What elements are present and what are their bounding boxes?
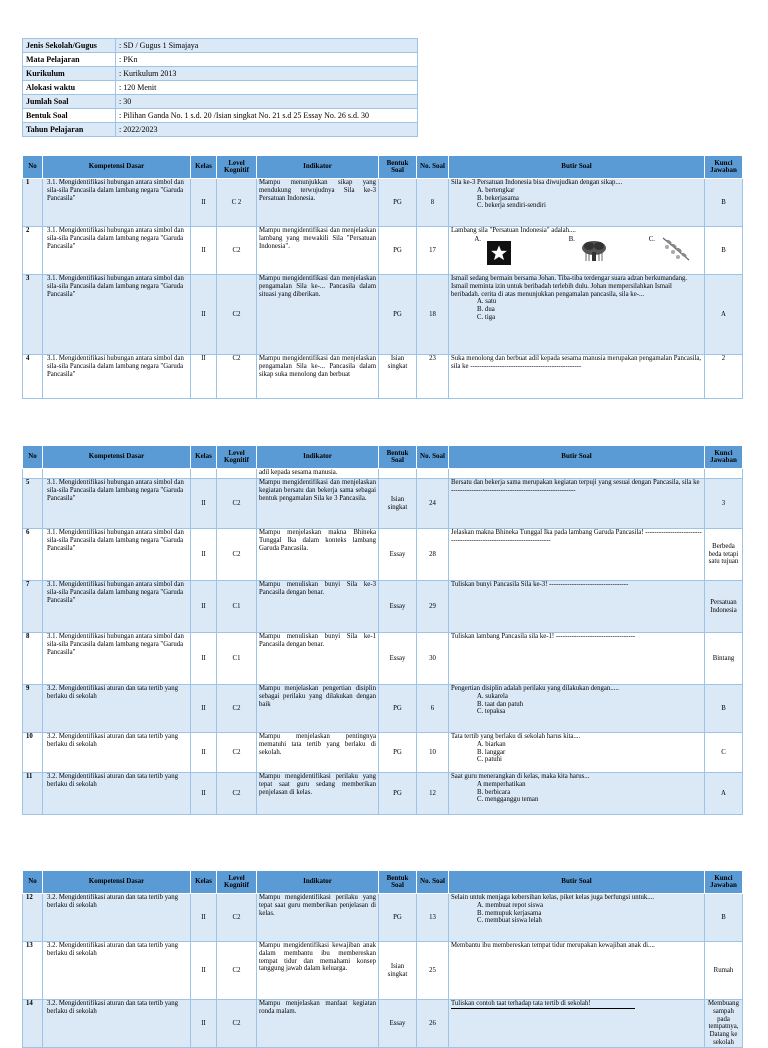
level-cell: C2 [217, 275, 257, 355]
table-row [23, 733, 743, 773]
question-text: Pengertian disiplin adalah perilaku yang dilakukan dengan..... [451, 685, 619, 692]
kelas-cell: II [191, 227, 217, 275]
indikator-cell: Mampu mengidentifikasi perilaku yang tepat saat guru memberikan penjelasan di kelas. [257, 894, 379, 942]
row-number: 6 [23, 529, 43, 581]
kompetensi-cell: 3.1. Mengidentifikasi hubungan antara simbol dan sila-sila Pancasila dalam lambang negara "Garuda Pancasila" [43, 179, 191, 227]
kompetensi-cell: 3.2. Mengidentifikasi aturan dan tata tertib yang berlaku di sekolah [43, 894, 191, 942]
bentuk-cell: PG [379, 733, 417, 773]
indikator-cell: Mampu mengidentifikasi dan menjelaskan pengamalan Sila ke-... Pancasila dalam sikap suka menolong dan berbuat [257, 355, 379, 399]
level-cell: C1 [217, 633, 257, 685]
butir-soal-cell [449, 227, 705, 275]
kelas-cell: II [191, 942, 217, 1000]
table-row [23, 275, 743, 355]
indikator-cell: Mampu menjelaskan pengertian disiplin sebagai perilaku yang dilakukan dengan baik [257, 685, 379, 733]
kompetensi-cell: 3.2. Mengidentifikasi aturan dan tata tertib yang berlaku di sekolah [43, 773, 191, 815]
kunci-cell: Persatuan Indonesia [705, 581, 743, 633]
info-value: : SD / Gugus 1 Simajaya [116, 39, 418, 53]
header-indikator: Indikator [257, 446, 379, 469]
kelas-cell: II [191, 894, 217, 942]
question-text: Saat guru menerangkan di kelas, maka kita harus... [451, 773, 590, 780]
table-row [23, 633, 743, 685]
kompetensi-cell: 3.1. Mengidentifikasi hubungan antara simbol dan sila-sila Pancasila dalam lambang negara "Garuda Pancasila" [43, 529, 191, 581]
question-text: Ismail sedang bermain bersama Johan. Tiba-tiba terdengar suara adzan berkumandang. Ismail meminta izin untuk beribadah terlebih dulu. Johan mempersilahkan Ismail beribadah. cerita di atas menunjukkan pengamalan pancasila, sila ke-... [451, 275, 688, 298]
kunci-cell: Berbeda beda tetapi satu tujuan [705, 529, 743, 581]
header-nosoal: No. Soal [417, 156, 449, 179]
kompetensi-cell: 3.1. Mengidentifikasi hubungan antara simbol dan sila-sila Pancasila dalam lambang negara "Garuda Pancasila" [43, 355, 191, 399]
header-nosoal: No. Soal [417, 446, 449, 469]
question-text: Tuliskan contoh taat terhadap tata tertib di sekolah! [451, 1000, 635, 1009]
nosoal-cell: 17 [417, 227, 449, 275]
kelas-cell: II [191, 581, 217, 633]
bentuk-cell: Essay [379, 529, 417, 581]
kompetensi-cell: 3.1. Mengidentifikasi hubungan antara simbol dan sila-sila Pancasila dalam lambang negara "Garuda Pancasila" [43, 275, 191, 355]
level-cell: C2 [217, 1000, 257, 1048]
nosoal-cell: 24 [417, 479, 449, 529]
banyan-tree-icon [581, 240, 607, 265]
table-row [23, 894, 743, 942]
indikator-cell: Mampu mengidentifikasi dan menjelaskan lambang yang mewakili Sila "Persatuan Indonesia". [257, 227, 379, 275]
indikator-cell: Mampu mengidentifikasi dan menjelaskan kegiatan bersatu dan bekerja sama sebagai bentuk pengamalan Sila ke 3 Pancasila. [257, 479, 379, 529]
option-c: C. membuat siswa lelah [477, 917, 542, 925]
butir-soal-cell: Tuliskan lambang Pancasila sila ke-1! ----------------------------------- [449, 633, 705, 685]
header-kunci: Kunci Jawaban [705, 871, 743, 894]
level-cell: C2 [217, 529, 257, 581]
kompetensi-cell: 3.2. Mengidentifikasi aturan dan tata tertib yang berlaku di sekolah [43, 685, 191, 733]
option-a: A. membuat repot siswa [477, 901, 544, 909]
kunci-cell: C [705, 733, 743, 773]
bentuk-cell: Isian singkat [379, 942, 417, 1000]
option-a: A. biarkan [477, 740, 506, 748]
bentuk-cell: Essay [379, 633, 417, 685]
header-level: Level Kognitif [217, 156, 257, 179]
option-c: C. bekerja sendiri-sendiri [477, 202, 546, 210]
level-cell: C2 [217, 355, 257, 399]
info-row [23, 81, 418, 95]
header-indikator: Indikator [257, 156, 379, 179]
indikator-continued: adil kepada sesama manusia. [257, 469, 379, 479]
table-header [23, 156, 743, 179]
row-number: 7 [23, 581, 43, 633]
kompetensi-cell: 3.2. Mengidentifikasi aturan dan tata tertib yang berlaku di sekolah [43, 733, 191, 773]
table-row [23, 685, 743, 733]
header-level: Level Kognitif [217, 446, 257, 469]
indikator-cell: Mampu mengidentifikasi dan menjelaskan pengamalan Sila ke-... Pancasila dalam situasi yang diberikan. [257, 275, 379, 355]
header-kelas: Kelas [191, 446, 217, 469]
indikator-cell: Mampu menjelaskan makna Bhineka Tunggal Ika dalam konteks lambang Garuda Pancasila. [257, 529, 379, 581]
question-table-3 [22, 870, 743, 1048]
kunci-cell: Bintang [705, 633, 743, 685]
table-row [23, 773, 743, 815]
info-key: Kurikulum [23, 67, 116, 81]
level-cell: C2 [217, 685, 257, 733]
nosoal-cell: 30 [417, 633, 449, 685]
symbol-options [451, 236, 702, 265]
info-row [23, 39, 418, 53]
nosoal-cell: 29 [417, 581, 449, 633]
header-no: No [23, 156, 43, 179]
question-table-1 [22, 155, 743, 399]
kelas-cell: II [191, 529, 217, 581]
table-row [23, 581, 743, 633]
butir-soal-cell [449, 773, 705, 815]
indikator-cell: Mampu menunjukkan sikap yang mendukung terwujudnya Sila ke-3 Persatuan Indonesia. [257, 179, 379, 227]
question-text: Lambang sila "Persatuan Indonesia" adalah.... [451, 227, 576, 234]
header-butir: Butir Soal [449, 446, 705, 469]
info-key: Mata Pelajaran [23, 53, 116, 67]
indikator-cell: Mampu menjelaskan manfaat kegiatan ronda malam. [257, 1000, 379, 1048]
bentuk-cell: Isian singkat [379, 355, 417, 399]
table-row [23, 479, 743, 529]
table-header [23, 446, 743, 469]
butir-soal-cell [449, 733, 705, 773]
level-cell: C1 [217, 581, 257, 633]
table-row [23, 529, 743, 581]
row-number: 13 [23, 942, 43, 1000]
bentuk-cell: PG [379, 894, 417, 942]
option-a: A. satu [477, 298, 497, 306]
option-c: C. mengganggu teman [477, 796, 539, 804]
header-kompetensi: Kompetensi Dasar [43, 871, 191, 894]
info-value: : PKn [116, 53, 418, 67]
nosoal-cell: 12 [417, 773, 449, 815]
level-cell: C2 [217, 227, 257, 275]
level-cell: C2 [217, 773, 257, 815]
table-row [23, 1000, 743, 1048]
header-kompetensi: Kompetensi Dasar [43, 156, 191, 179]
star-icon [487, 241, 511, 265]
option-c: C. tepaksa [477, 708, 506, 716]
info-row [23, 123, 418, 137]
option-b: B. [568, 235, 575, 243]
butir-soal-cell: Tuliskan bunyi Pancasila Sila ke-3! ----------------------------------- [449, 581, 705, 633]
indikator-cell: Mampu mengidentifikasi kewajiban anak dalam membantu ibu membereskan tempat tidur dan memahami konsep tanggung jawab dalam keluarga. [257, 942, 379, 1000]
info-key: Alokasi waktu [23, 81, 116, 95]
level-cell: C2 [217, 942, 257, 1000]
info-key: Jenis Sekolah/Gugus [23, 39, 116, 53]
kunci-cell: A [705, 773, 743, 815]
kunci-cell: B [705, 179, 743, 227]
kompetensi-cell: 3.1. Mengidentifikasi hubungan antara simbol dan sila-sila Pancasila dalam lambang negara "Garuda Pancasila" [43, 227, 191, 275]
nosoal-cell: 6 [417, 685, 449, 733]
header-bentuk: Bentuk Soal [379, 156, 417, 179]
kunci-cell: B [705, 685, 743, 733]
butir-soal-cell: Suka menolong dan berbuat adil kepada sesama manusia merupakan pengamalan Pancasila, sila ke ------------------------------------------------- [449, 355, 705, 399]
kompetensi-cell: 3.1. Mengidentifikasi hubungan antara simbol dan sila-sila Pancasila dalam lambang negara "Garuda Pancasila" [43, 581, 191, 633]
bentuk-cell: PG [379, 179, 417, 227]
row-number: 2 [23, 227, 43, 275]
row-number: 8 [23, 633, 43, 685]
bentuk-cell: PG [379, 685, 417, 733]
header-bentuk: Bentuk Soal [379, 871, 417, 894]
indikator-cell: Mampu mengidentifikasi perilaku yang tepat saat guru sedang memberikan penjelasan di kelas. [257, 773, 379, 815]
kelas-cell: II [191, 685, 217, 733]
header-butir: Butir Soal [449, 871, 705, 894]
level-cell: C2 [217, 894, 257, 942]
row-number: 9 [23, 685, 43, 733]
option-a: A. bertengkar [477, 186, 515, 194]
header-kunci: Kunci Jawaban [705, 446, 743, 469]
row-number: 3 [23, 275, 43, 355]
butir-soal-cell [449, 894, 705, 942]
header-no: No [23, 446, 43, 469]
butir-soal-cell [449, 1000, 705, 1048]
row-number: 12 [23, 894, 43, 942]
nosoal-cell: 18 [417, 275, 449, 355]
option-c: C. patuhi [477, 756, 502, 764]
butir-soal-cell: Membantu ibu membereskan tempat tidur merupakan kewajiban anak di.... [449, 942, 705, 1000]
info-key: Bentuk Soal [23, 109, 116, 123]
info-row [23, 67, 418, 81]
bentuk-cell: PG [379, 275, 417, 355]
row-number: 14 [23, 1000, 43, 1048]
nosoal-cell: 13 [417, 894, 449, 942]
kelas-cell: II [191, 179, 217, 227]
level-cell: C 2 [217, 179, 257, 227]
kelas-cell: II [191, 275, 217, 355]
info-key: Tahun Pelajaran [23, 123, 116, 137]
option-b: B. berbicara [477, 788, 511, 796]
info-value: : 120 Menit [116, 81, 418, 95]
nosoal-cell: 26 [417, 1000, 449, 1048]
header-butir: Butir Soal [449, 156, 705, 179]
row-number: 4 [23, 355, 43, 399]
bentuk-cell: Isian singkat [379, 479, 417, 529]
bentuk-cell: PG [379, 773, 417, 815]
option-a: A. sukarela [477, 692, 508, 700]
level-cell: C2 [217, 733, 257, 773]
kelas-cell: II [191, 355, 217, 399]
header-bentuk: Bentuk Soal [379, 446, 417, 469]
row-number: 5 [23, 479, 43, 529]
kunci-cell: Membuang sampah pada tempatnya, Datang ke sekolah [705, 1000, 743, 1048]
nosoal-cell: 23 [417, 355, 449, 399]
rice-cotton-icon [661, 236, 691, 265]
row-number: 11 [23, 773, 43, 815]
level-cell: C2 [217, 479, 257, 529]
info-value: : 30 [116, 95, 418, 109]
info-table [22, 38, 418, 137]
butir-soal-cell: Bersatu dan bekerja sama merupakan kegiatan terpuji yang sesuai dengan Pancasila, sila ke ------------------------------------------------------- [449, 479, 705, 529]
option-b: B. bekerjasama [477, 194, 519, 202]
info-key: Jumlah Soal [23, 95, 116, 109]
table-row [23, 227, 743, 275]
kunci-cell: 2 [705, 355, 743, 399]
header-kunci: Kunci Jawaban [705, 156, 743, 179]
header-kompetensi: Kompetensi Dasar [43, 446, 191, 469]
kompetensi-cell: 3.2. Mengidentifikasi aturan dan tata tertib yang berlaku di sekolah [43, 1000, 191, 1048]
info-value: : Kurikulum 2013 [116, 67, 418, 81]
table-header [23, 871, 743, 894]
info-value: : 2022/2023 [116, 123, 418, 137]
kompetensi-cell: 3.1. Mengidentifikasi hubungan antara simbol dan sila-sila Pancasila dalam lambang negara "Garuda Pancasila" [43, 633, 191, 685]
row-number: 10 [23, 733, 43, 773]
info-value: : Pilihan Ganda No. 1 s.d. 20 /Isian singkat No. 21 s.d 25 Essay No. 26 s.d. 30 [116, 109, 418, 123]
butir-soal-cell [449, 179, 705, 227]
info-row [23, 109, 418, 123]
kunci-cell: A [705, 275, 743, 355]
option-b: B. langgar [477, 748, 506, 756]
kunci-cell: 3 [705, 479, 743, 529]
header-no: No [23, 871, 43, 894]
option-a: A memperhatikan [477, 780, 526, 788]
bentuk-cell: Essay [379, 581, 417, 633]
indikator-cell: Mampu menuliskan bunyi Sila ke-3 Pancasila dengan benar. [257, 581, 379, 633]
table-row [23, 942, 743, 1000]
option-b: B. taat dan patuh [477, 700, 524, 708]
option-c: C. tiga [477, 314, 496, 322]
nosoal-cell: 8 [417, 179, 449, 227]
question-text: Tata tertib yang berlaku di sekolah harus kita.... [451, 733, 581, 740]
table-row [23, 355, 743, 399]
header-level: Level Kognitif [217, 871, 257, 894]
butir-soal-cell [449, 275, 705, 355]
nosoal-cell: 10 [417, 733, 449, 773]
table-row [23, 179, 743, 227]
question-table-2 [22, 445, 743, 815]
kelas-cell: II [191, 773, 217, 815]
kelas-cell: II [191, 1000, 217, 1048]
info-row [23, 53, 418, 67]
row-number: 1 [23, 179, 43, 227]
table-row-continued [23, 469, 743, 479]
header-kelas: Kelas [191, 871, 217, 894]
kelas-cell: II [191, 479, 217, 529]
header-indikator: Indikator [257, 871, 379, 894]
info-row [23, 95, 418, 109]
question-text: Selain untuk menjaga kebersihan kelas, piket kelas juga berfungsi untuk.... [451, 894, 655, 901]
header-kelas: Kelas [191, 156, 217, 179]
bentuk-cell: Essay [379, 1000, 417, 1048]
nosoal-cell: 28 [417, 529, 449, 581]
header-nosoal: No. Soal [417, 871, 449, 894]
kompetensi-cell: 3.2. Mengidentifikasi aturan dan tata tertib yang berlaku di sekolah [43, 942, 191, 1000]
butir-soal-cell: Jelaskan makna Bhineka Tunggal Ika pada lambang Garuda Pancasila! --------------------------------------------------------------------- [449, 529, 705, 581]
butir-soal-cell [449, 685, 705, 733]
kunci-cell: B [705, 894, 743, 942]
kunci-cell: Rumah [705, 942, 743, 1000]
option-b: B. memupuk kerjasama [477, 909, 542, 917]
nosoal-cell: 25 [417, 942, 449, 1000]
kelas-cell: II [191, 633, 217, 685]
indikator-cell: Mampu menuliskan bunyi Sila ke-1 Pancasila dengan benar. [257, 633, 379, 685]
kompetensi-cell: 3.1. Mengidentifikasi hubungan antara simbol dan sila-sila Pancasila dalam lambang negara "Garuda Pancasila" [43, 479, 191, 529]
indikator-cell: Mampu menjelaskan pentingnya mematuhi tata tertib yang berlaku di sekolah. [257, 733, 379, 773]
bentuk-cell: PG [379, 227, 417, 275]
kelas-cell: II [191, 733, 217, 773]
option-c: C. [648, 235, 655, 243]
question-text: Sila ke-3 Persatuan Indonesia bisa diwujudkan dengan sikap.... [451, 179, 623, 186]
option-a: A. [474, 235, 481, 243]
kunci-cell: B [705, 227, 743, 275]
option-b: B. dua [477, 306, 495, 314]
